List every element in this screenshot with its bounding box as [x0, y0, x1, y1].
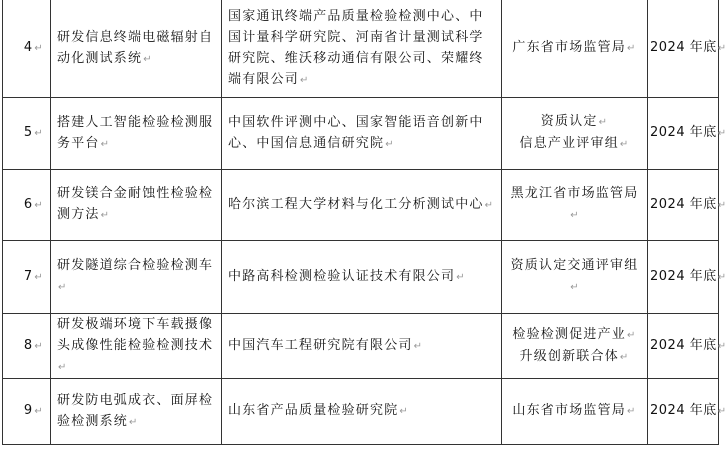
- task-cell: 研发防电弧成衣、面屏检验检测系统↵: [51, 378, 222, 444]
- units-cell: 中路高科检测检验认证技术有限公司↵: [222, 240, 502, 313]
- task-cell: 研发极端环境下车载摄像头成像性能检验检测技术↵: [51, 313, 222, 378]
- row-number: 7↵: [3, 240, 51, 313]
- table-row: [3, 97, 719, 169]
- task-cell: 搭建人工智能检验检测服务平台↵: [51, 97, 222, 169]
- row-number: 6↵: [3, 169, 51, 240]
- deadline-cell: 2024 年底↵: [648, 240, 719, 313]
- dept-cell: 资质认定交通评审组↵: [502, 240, 648, 313]
- dept-cell: 检验检测促进产业↵ 升级创新联合体↵: [502, 313, 648, 378]
- row-number: 4↵: [3, 0, 51, 97]
- dept-cell: 山东省市场监管局↵: [502, 378, 648, 444]
- row-number: 9↵: [3, 378, 51, 444]
- units-cell: 国家通讯终端产品质量检验检测中心、中国计量科学研究院、河南省计量测试科学研究院、维沃移动通信有限公司、荣耀终端有限公司↵: [222, 0, 502, 97]
- task-table: [2, 0, 727, 445]
- dept-cell: 广东省市场监管局↵: [502, 0, 648, 97]
- dept-cell: 黑龙江省市场监管局↵: [502, 169, 648, 240]
- table-row: [3, 313, 719, 378]
- table-row: [3, 240, 719, 313]
- row-number: 8↵: [3, 313, 51, 378]
- deadline-cell: 2024 年底↵: [648, 378, 719, 444]
- task-cell: 研发隧道综合检验检测车↵: [51, 240, 222, 313]
- deadline-cell: 2024 年底↵: [648, 169, 719, 240]
- dept-cell: 资质认定↵ 信息产业评审组↵: [502, 97, 648, 169]
- table-row: [3, 169, 719, 240]
- units-cell: 中国汽车工程研究院有限公司↵: [222, 313, 502, 378]
- table-row: [3, 0, 719, 97]
- deadline-cell: 2024 年底↵: [648, 97, 719, 169]
- units-cell: 中国软件评测中心、国家智能语音创新中心、中国信息通信研究院↵: [222, 97, 502, 169]
- deadline-cell: 2024 年底↵: [648, 313, 719, 378]
- table-row: [3, 378, 719, 444]
- row-number: 5↵: [3, 97, 51, 169]
- task-cell: 研发镁合金耐蚀性检验检测方法↵: [51, 169, 222, 240]
- units-cell: 山东省产品质量检验研究院↵: [222, 378, 502, 444]
- units-cell: 哈尔滨工程大学材料与化工分析测试中心↵: [222, 169, 502, 240]
- deadline-cell: 2024 年底↵: [648, 0, 719, 97]
- task-cell: 研发信息终端电磁辐射自动化测试系统↵: [51, 0, 222, 97]
